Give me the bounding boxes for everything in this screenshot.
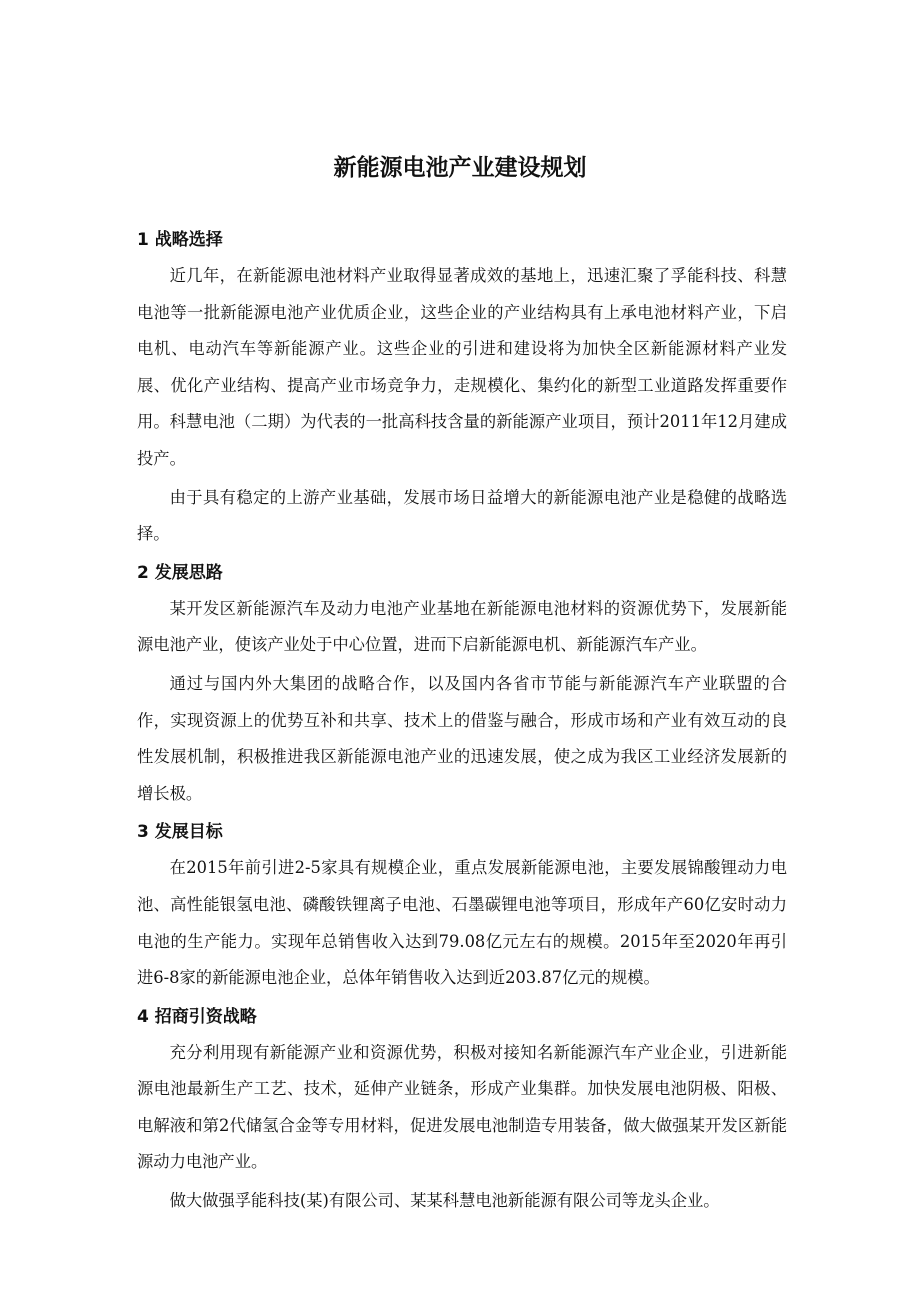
document-body <box>137 222 787 1222</box>
paragraph: 做大做强孚能科技(某)有限公司、某某科慧电池新能源有限公司等龙头企业。 <box>169 1191 720 1211</box>
section-development-goals <box>137 814 787 996</box>
section-heading: 1 战略选择 <box>137 230 223 250</box>
section-heading: 3 发展目标 <box>137 822 223 843</box>
paragraph: 近几年，在新能源电池材料产业取得显著成效的基地上，迅速汇聚了孚能科技、科慧电池等一批新能源电池产业优质企业，这些企业的产业结构具有上承电池材料产业，下启电机、电动汽车等新能源产业。这些企业的引进和建设将为加快全区新能源材料产业发展、优化产业结构、提高产业市场竞争力，走规模化、集约化的新型工业道路发挥重要作用。科慧电池（二期）为代表的一批高科技含量的新能源产业项目，预计2011年12月建成投产。 <box>137 266 787 468</box>
section-heading: 2 发展思路 <box>137 562 223 583</box>
section-heading: 4 招商引资战略 <box>137 1006 257 1027</box>
paragraph: 在2015年前引进2-5家具有规模企业，重点发展新能源电池，主要发展锦酸锂动力电池、高性能银氢电池、磷酸铁锂离子电池、石墨碳锂电池等项目，形成年产60亿安时动力电池的生产能力。实现年总销售收入达到79.08亿元左右的规模。2015年至2020年再引进6-8家的新能源电池企业，总体年销售收入达到近203.87亿元的规模。 <box>137 858 787 988</box>
paragraph: 由于具有稳定的上游产业基础，发展市场日益增大的新能源电池产业是稳健的战略选择。 <box>137 487 787 544</box>
paragraph: 通过与国内外大集团的战略合作，以及国内各省市节能与新能源汽车产业联盟的合作，实现资源上的优势互补和共享、技术上的借鉴与融合，形成市场和产业有效互动的良性发展机制，积极推进我区新能源电池产业的迅速发展，使之成为我区工业经济发展新的增长极。 <box>137 673 787 803</box>
document-title: 新能源电池产业建设规划 <box>333 155 587 181</box>
paragraph: 充分利用现有新能源产业和资源优势，积极对接知名新能源汽车产业企业，引进新能源电池最新生产工艺、技术，延伸产业链条，形成产业集群。加快发展电池阴极、阳极、电解液和第2代储氢合金等专用材料，促进发展电池制造专用装备，做大做强某开发区新能源动力电池产业。 <box>137 1042 787 1172</box>
section-investment-strategy <box>137 999 787 1220</box>
section-development-approach <box>137 555 787 813</box>
paragraph: 某开发区新能源汽车及动力电池产业基地在新能源电池材料的资源优势下，发展新能源电池产业，使该产业处于中心位置，进而下启新能源电机、新能源汽车产业。 <box>137 598 787 655</box>
section-strategy <box>137 222 787 553</box>
